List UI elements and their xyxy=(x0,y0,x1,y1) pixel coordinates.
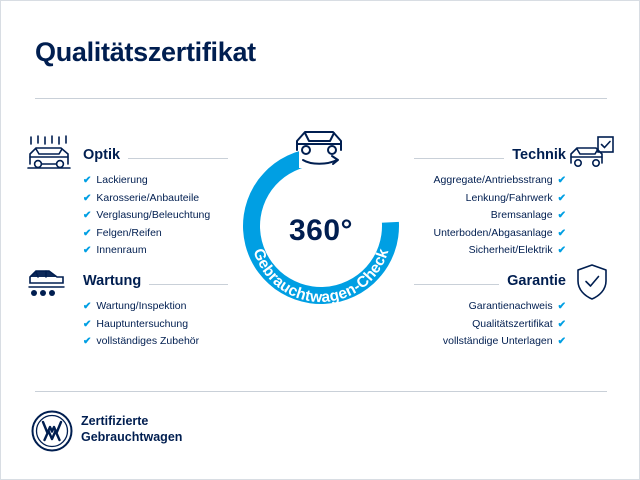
title-divider xyxy=(35,98,607,99)
check-icon: ✔ xyxy=(83,245,92,256)
list-item xyxy=(83,333,228,351)
list-item-label: vollständige Unterlagen xyxy=(442,335,553,347)
list-item xyxy=(414,190,566,208)
check-icon: ✔ xyxy=(557,227,566,239)
list-item xyxy=(414,207,566,225)
check-icon: ✔ xyxy=(83,175,92,186)
list-item xyxy=(414,172,566,190)
list-item-label: Aggregate/Antriebsstrang xyxy=(433,174,553,186)
badge-arc-text: Gebrauchtwagen-Check xyxy=(249,246,393,307)
footer-divider xyxy=(35,391,607,392)
list-item-label: Lackierung xyxy=(96,174,148,186)
car-check-icon xyxy=(569,135,615,171)
list-item-label: Garantienachweis xyxy=(468,300,553,312)
section-garantie xyxy=(414,273,566,367)
list-item-label: Sicherheit/Elektrik xyxy=(468,244,553,256)
list-item xyxy=(414,298,566,316)
list-item-label: Lenkung/Fahrwerk xyxy=(465,191,553,204)
list-item xyxy=(414,242,566,260)
volkswagen-logo xyxy=(31,410,73,452)
section-technik-header xyxy=(414,147,566,163)
check-icon: ✔ xyxy=(83,210,92,221)
list-item-label: Bremsanlage xyxy=(490,209,553,221)
list-item-label: Felgen/Reifen xyxy=(96,226,162,239)
list-item-label: Verglasung/Beleuchtung xyxy=(96,209,211,221)
footer-line-1: Zertifizierte xyxy=(81,414,149,428)
section-technik xyxy=(414,147,566,276)
list-item xyxy=(414,225,566,243)
section-technik-divider xyxy=(414,158,504,159)
list-item-label: Karosserie/Anbauteile xyxy=(96,191,200,204)
check-icon: ✔ xyxy=(557,210,566,221)
car-front-icon xyxy=(287,124,357,168)
section-technik-title: Technik xyxy=(512,147,566,163)
car-wash-icon xyxy=(27,135,73,171)
section-wartung-title: Wartung xyxy=(83,273,142,289)
check-icon: ✔ xyxy=(557,318,566,330)
section-optik-title: Optik xyxy=(83,147,121,163)
check-icon: ✔ xyxy=(557,245,566,256)
section-wartung-list xyxy=(83,298,228,351)
list-item-label: Wartung/Inspektion xyxy=(96,300,187,312)
check-icon: ✔ xyxy=(83,227,92,239)
check-icon: ✔ xyxy=(83,192,92,204)
page-title: Qualitätszertifikat xyxy=(35,37,256,67)
section-wartung xyxy=(83,273,228,367)
list-item-label: vollständiges Zubehör xyxy=(96,335,200,347)
shield-check-icon xyxy=(575,263,609,301)
list-item xyxy=(83,298,228,316)
check-icon: ✔ xyxy=(83,301,92,312)
section-garantie-divider xyxy=(414,284,499,285)
section-wartung-header xyxy=(83,273,228,289)
list-item xyxy=(83,190,228,208)
section-garantie-list xyxy=(414,298,566,351)
section-optik-header xyxy=(83,147,228,163)
section-technik-list xyxy=(414,172,566,260)
list-item-label: Qualitätszertifikat xyxy=(472,317,553,330)
list-item xyxy=(414,333,566,351)
list-item xyxy=(83,242,228,260)
check-icon: ✔ xyxy=(557,192,566,204)
list-item-label: Innenraum xyxy=(96,244,147,256)
section-optik-list xyxy=(83,172,228,260)
check-icon: ✔ xyxy=(557,301,566,312)
section-garantie-title: Garantie xyxy=(507,273,566,289)
section-garantie-header xyxy=(414,273,566,289)
badge-360-check xyxy=(229,118,413,307)
section-optik-divider xyxy=(128,158,228,159)
section-optik xyxy=(83,147,228,276)
list-item xyxy=(83,225,228,243)
list-item xyxy=(83,207,228,225)
footer-text xyxy=(81,413,182,445)
check-icon: ✔ xyxy=(83,336,92,347)
list-item xyxy=(83,172,228,190)
wrench-service-icon xyxy=(27,263,73,299)
check-icon: ✔ xyxy=(557,336,566,347)
check-icon: ✔ xyxy=(83,318,92,330)
check-icon: ✔ xyxy=(557,175,566,186)
list-item xyxy=(83,316,228,334)
list-item-label: Unterboden/Abgasanlage xyxy=(433,226,553,239)
list-item xyxy=(414,316,566,334)
list-item-label: Hauptuntersuchung xyxy=(96,317,189,330)
badge-degrees: 360° xyxy=(288,214,354,247)
section-wartung-divider xyxy=(149,284,228,285)
footer-line-2: Gebrauchtwagen xyxy=(81,430,183,444)
